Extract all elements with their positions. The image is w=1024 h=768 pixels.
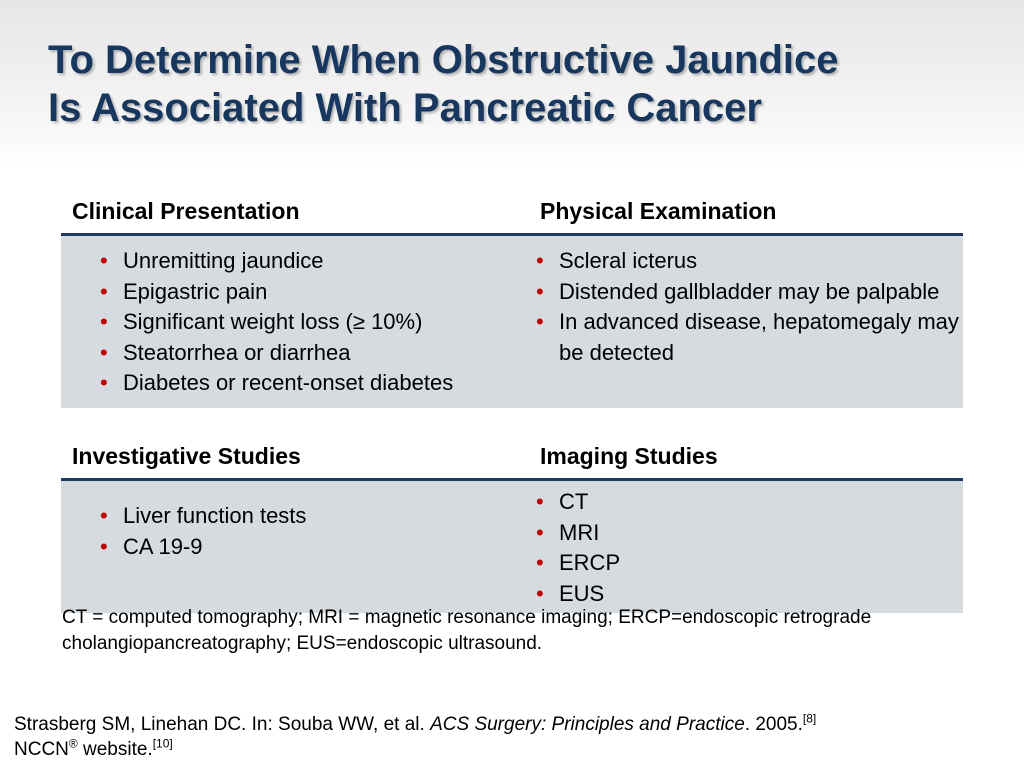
reference-1-book-title: ACS Surgery: Principles and Practice [430, 714, 745, 735]
clinical-presentation-cell [61, 236, 529, 408]
list-item: • Steatorrhea or diarrhea [93, 338, 529, 369]
reference-1-suffix: . 2005. [744, 714, 803, 735]
registered-mark: ® [68, 736, 78, 751]
imaging-studies-list [529, 487, 963, 609]
list-item: • ERCP [529, 548, 963, 579]
slide-title-line-2: Is Associated With Pancreatic Cancer [48, 86, 762, 130]
table-body-row [61, 481, 963, 613]
table-header-row [61, 433, 963, 481]
physical-examination-heading: Physical Examination [540, 198, 777, 224]
list-item: • In advanced disease, hepatomegaly may be detected [529, 307, 963, 368]
table-header-row [61, 188, 963, 236]
list-item: • MRI [529, 518, 963, 549]
slide-title [48, 36, 1008, 132]
references [14, 712, 1004, 762]
investigative-studies-heading: Investigative Studies [72, 443, 301, 469]
slide-title-line-1: To Determine When Obstructive Jaundice [48, 38, 839, 82]
row-gap [61, 408, 963, 433]
table-body-row [61, 236, 963, 408]
list-item: • Scleral icterus [529, 246, 963, 277]
investigative-studies-cell [61, 481, 529, 613]
reference-2-citation: [10] [152, 736, 173, 751]
physical-examination-list [529, 246, 963, 368]
reference-1-citation: [8] [802, 711, 817, 726]
reference-1-prefix: Strasberg SM, Linehan DC. In: Souba WW, et al. [14, 714, 431, 735]
list-item: • EUS [529, 579, 963, 610]
clinical-presentation-heading: Clinical Presentation [72, 198, 300, 224]
findings-table [61, 188, 963, 613]
physical-examination-cell [529, 236, 963, 408]
investigative-studies-list [93, 501, 529, 562]
list-item: • CA 19-9 [93, 532, 529, 563]
abbreviations-footnote: CT = computed tomography; MRI = magnetic resonance imaging; ERCP=endoscopic retrograde cholangiopancreatography; EUS=endoscopic ultrasound. [62, 607, 872, 654]
list-item: • Distended gallbladder may be palpable [529, 277, 963, 308]
list-item: • CT [529, 487, 963, 518]
clinical-presentation-list [93, 246, 529, 399]
list-item: • Diabetes or recent-onset diabetes [93, 368, 529, 399]
imaging-studies-cell [529, 481, 963, 613]
list-item: • Unremitting jaundice [93, 246, 529, 277]
list-item: • Significant weight loss (≥ 10%) [93, 307, 529, 338]
reference-2-suffix: website. [77, 739, 153, 760]
reference-2-prefix: NCCN [14, 739, 69, 760]
list-item: • Epigastric pain [93, 277, 529, 308]
list-item: • Liver function tests [93, 501, 529, 532]
imaging-studies-heading: Imaging Studies [540, 443, 718, 469]
